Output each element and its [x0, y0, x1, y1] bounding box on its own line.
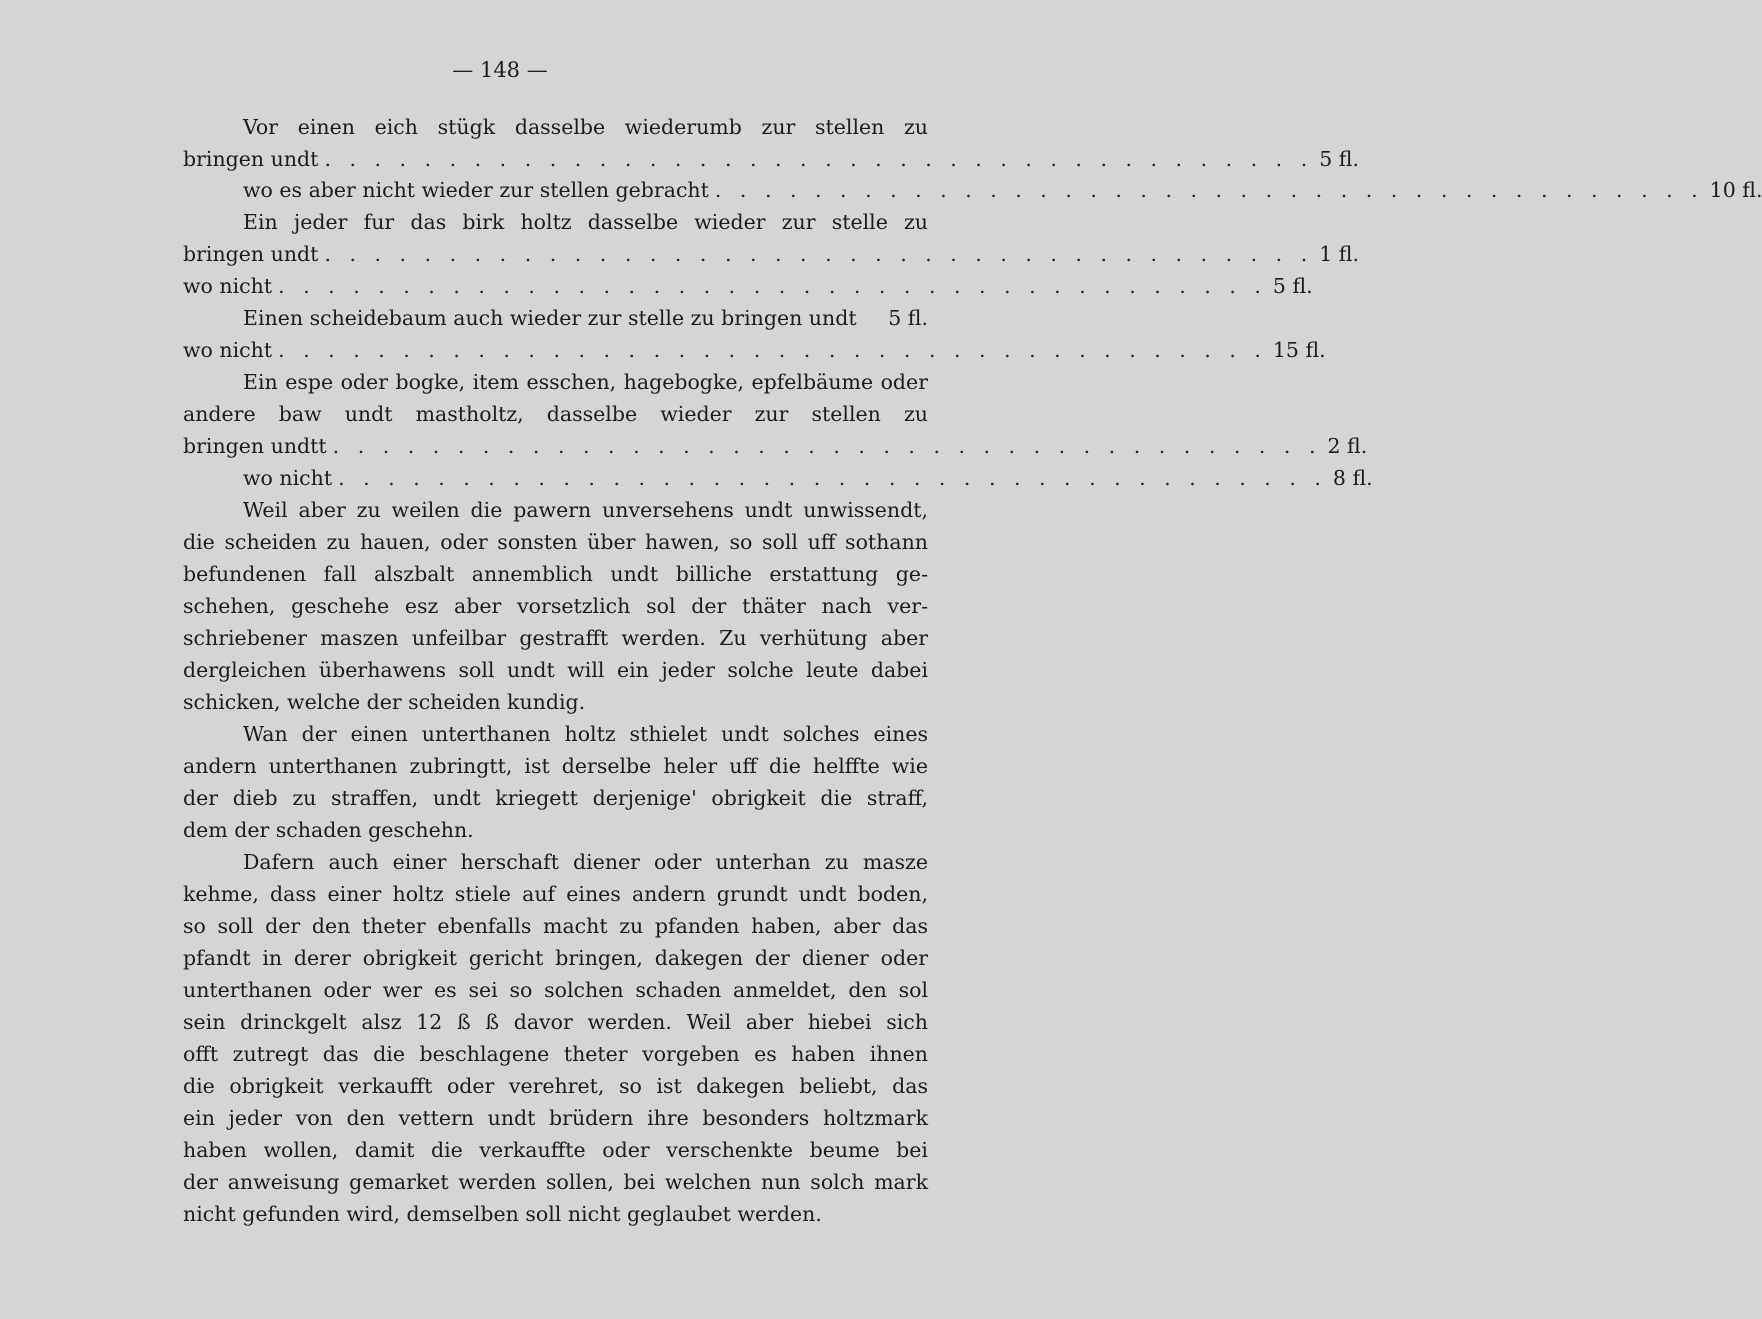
text-line: befundenen fall alszbalt annemblich undt billiche erstattung ge- — [183, 562, 928, 586]
text-line: nicht gefunden wird, demselben soll nicht geglaubet werden. — [183, 1202, 822, 1226]
text-line: Wan der einen unterthanen holtz sthielet undt solches eines — [243, 722, 928, 746]
price-entry — [183, 144, 1359, 174]
entry-amount: 1 fl. — [1319, 242, 1359, 266]
price-entry — [243, 175, 1762, 205]
text-line: Ein jeder fur das birk holtz dasselbe wieder zur stelle zu — [243, 210, 928, 234]
text-line: Vor einen eich stügk dasselbe wiederumb zur stellen zu — [243, 115, 928, 139]
price-entry — [183, 271, 1313, 301]
text-line: die scheiden zu hauen, oder sonsten über hawen, so soll uff sothann — [183, 530, 928, 554]
entry-amount: 8 fl. — [1332, 466, 1373, 490]
entry-text: wo nicht — [183, 338, 273, 362]
text-line: der dieb zu straffen, undt kriegett derjenige' obrigkeit die straff, — [183, 786, 928, 810]
text-line: der anweisung gemarket werden sollen, bei welchen nun solch mark — [183, 1170, 928, 1194]
text-line: die obrigkeit verkaufft oder verehret, so ist dakegen beliebt, das — [183, 1074, 928, 1098]
entry-text: bringen undtt — [183, 434, 327, 458]
dot-leader: . . . . . . . . . . . . . . . . . . . . . . . . . . . . . . . . . . . . . . . . — [324, 242, 1314, 266]
text-line: andere baw undt mastholtz, dasselbe wieder zur stellen zu — [183, 402, 928, 426]
entry-amount: 5 fl. — [1272, 274, 1313, 298]
text-line: Dafern auch einer herschaft diener oder unterhan zu masze — [243, 850, 928, 874]
entry-amount: 10 fl. — [1709, 178, 1762, 202]
entry-amount: 5 fl. — [1319, 147, 1359, 171]
text-line: so soll der den theter ebenfalls macht zu pfanden haben, aber das — [183, 914, 928, 938]
text-line: offt zutregt das die beschlagene theter vorgeben es haben ihnen — [183, 1042, 928, 1066]
text-line: unterthanen oder wer es sei so solchen schaden anmeldet, den sol — [183, 978, 928, 1002]
dot-leader: . . . . . . . . . . . . . . . . . . . . . . . . . . . . . . . . . . . . . . . . — [324, 147, 1314, 171]
entry-text: wo nicht — [243, 466, 333, 490]
dot-leader: . . . . . . . . . . . . . . . . . . . . . . . . . . . . . . . . . . . . . . . . — [332, 434, 1322, 458]
entry-text: bringen undt — [183, 147, 319, 171]
text-line: schicken, welche der scheiden kundig. — [183, 690, 586, 714]
price-entry — [183, 335, 1326, 365]
text-line: dem der schaden geschehn. — [183, 818, 474, 842]
entry-amount: 15 fl. — [1272, 338, 1326, 362]
entry-amount: 5 fl. — [888, 306, 928, 330]
text-line: schriebener maszen unfeilbar gestrafft werden. Zu verhütung aber — [183, 626, 928, 650]
text-line: kehme, dass einer holtz stiele auf eines andern grundt undt boden, — [183, 882, 928, 906]
text-line: ein jeder von den vettern undt brüdern ihre besonders holtzmark — [183, 1106, 928, 1130]
entry-text: Einen scheidebaum auch wieder zur stelle zu bringen undt — [243, 306, 857, 330]
text-line: schehen, geschehe esz aber vorsetzlich sol der thäter nach ver- — [183, 594, 928, 618]
text-line: andern unterthanen zubringtt, ist derselbe heler uff die helffte wie — [183, 754, 928, 778]
dot-leader: . . . . . . . . . . . . . . . . . . . . . . . . . . . . . . . . . . . . . . . . — [338, 466, 1327, 490]
entry-text: bringen undt — [183, 242, 319, 266]
text-line: pfandt in derer obrigkeit gericht bringen, dakegen der diener oder — [183, 946, 928, 970]
text-line: haben wollen, damit die verkauffte oder verschenkte beume bei — [183, 1138, 928, 1162]
text-line: dergleichen überhawens soll undt will ein jeder solche leute dabei — [183, 658, 928, 682]
price-entry — [243, 303, 928, 333]
price-entry — [183, 431, 1368, 461]
page-number: — 148 — — [452, 58, 548, 82]
text-line: Weil aber zu weilen die pawern unversehens undt unwissendt, — [243, 498, 928, 522]
entry-amount: 2 fl. — [1327, 434, 1368, 458]
dot-leader: . . . . . . . . . . . . . . . . . . . . . . . . . . . . . . . . . . . . . . . . — [714, 178, 1704, 202]
dot-leader: . . . . . . . . . . . . . . . . . . . . . . . . . . . . . . . . . . . . . . . . — [278, 274, 1267, 298]
entry-text: wo es aber nicht wieder zur stellen gebracht — [243, 178, 709, 202]
entry-text: wo nicht — [183, 274, 273, 298]
text-line: Ein espe oder bogke, item esschen, hagebogke, epfelbäume oder — [243, 370, 928, 394]
price-entry — [183, 239, 1359, 269]
price-entry — [243, 463, 1373, 493]
dot-leader: . . . . . . . . . . . . . . . . . . . . . . . . . . . . . . . . . . . . . . . . — [278, 338, 1267, 362]
text-line: sein drinckgelt alsz 12 ß ß davor werden. Weil aber hiebei sich — [183, 1010, 928, 1034]
